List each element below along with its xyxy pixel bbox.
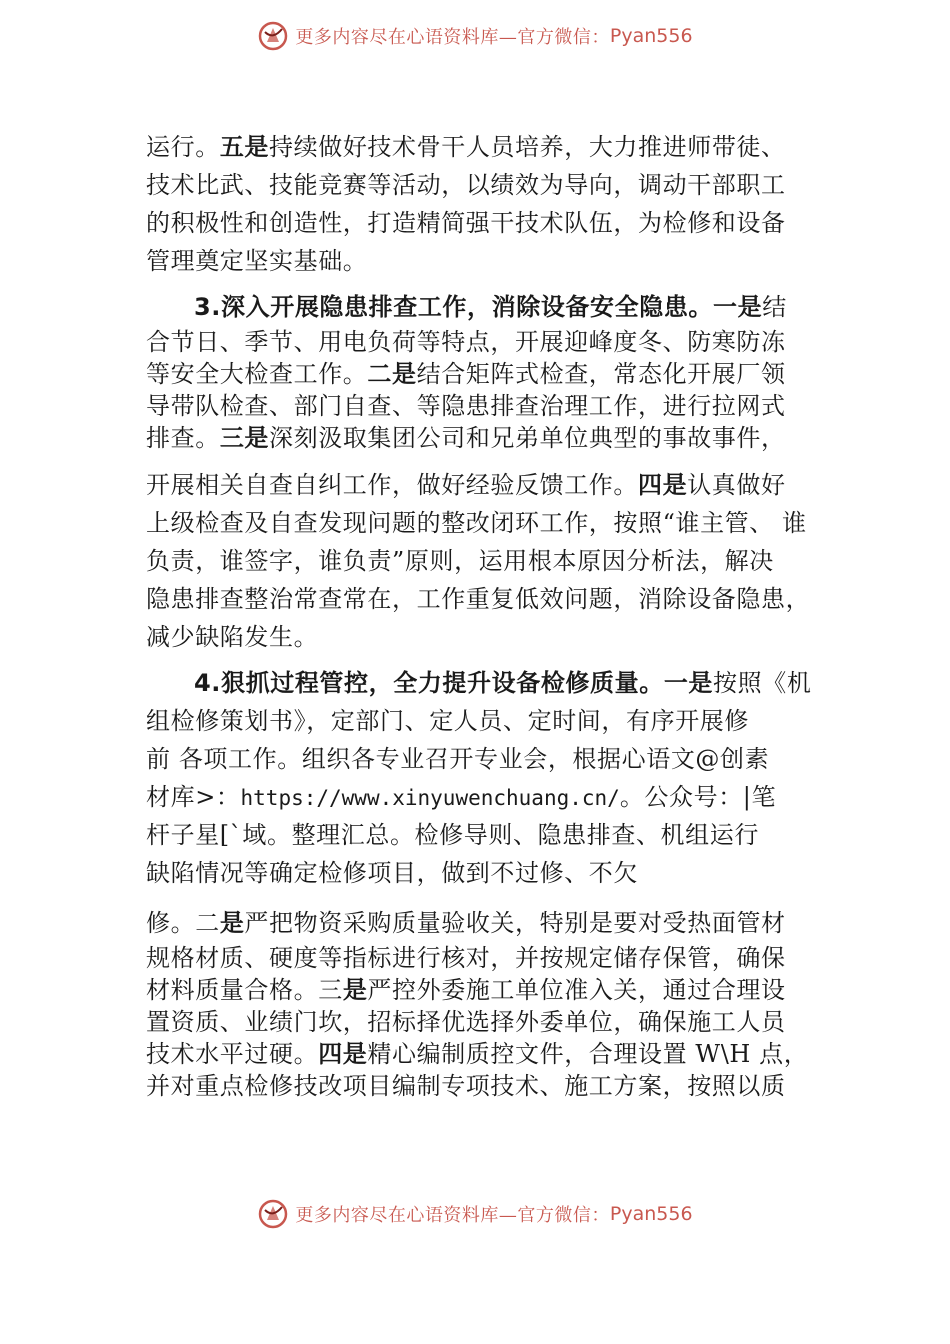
- header-text: 更多内容尽在心语资料库—官方微信：: [295, 27, 610, 48]
- p3-line-2: 组检修策划书》，定部门、定人员、定时间，有序开展修: [146, 707, 749, 735]
- p3-line-3: 前 各项工作。组织各专业召开专业会，根据心语文@创素: [146, 745, 770, 773]
- p3-line-10: 置资质、业绩门坎，招标择优选择外委单位，确保施工人员: [146, 1008, 786, 1036]
- website-url-text: https://www.xinyuwenchuang.cn/: [240, 786, 620, 810]
- footer-wechat-id: Pyan556: [609, 1203, 693, 1225]
- p3-line-8: 规格材质、硬度等指标进行核对，并按规定储存保管，确保: [146, 944, 786, 972]
- ribbon-logo-icon: [257, 1198, 289, 1230]
- p3-line-4: 材库>：https://www.xinyuwenchuang.cn/。公众号：|笔: [146, 783, 777, 811]
- p2-heading-line: 3.深入开展隐患排查工作，消除设备安全隐患。一是结: [194, 293, 787, 321]
- p3-heading-line: 4.狠抓过程管控，全力提升设备检修质量。一是按照《机: [194, 669, 812, 697]
- p2-line-5: 排查。三是深刻汲取集团公司和兄弟单位典型的事故事件，: [146, 424, 786, 452]
- p2-line-6: 开展相关自查自纠工作，做好经验反馈工作。四是认真做好: [146, 471, 786, 499]
- p2-line-4: 导带队检查、部门自查、等隐患排查治理工作，进行拉网式: [146, 392, 786, 420]
- p3-line-7: 修。二是严把物资采购质量验收关，特别是要对受热面管材: [146, 909, 786, 937]
- p3-line-5: 杆子星[`域。整理汇总。检修导则、隐患排查、机组运行: [146, 821, 759, 849]
- footer-text: 更多内容尽在心语资料库—官方微信：: [295, 1205, 610, 1226]
- header-banner: [0, 14, 950, 58]
- p2-line-2: 合节日、季节、用电负荷等特点，开展迎峰度冬、防寒防冻: [146, 328, 786, 356]
- section-3-heading: 3.深入开展隐患排查工作，消除设备安全隐患。一是: [194, 293, 763, 321]
- p3-line-6: 缺陷情况等确定检修项目，做到不过修、不欠: [146, 859, 638, 887]
- p3-line-9: 材料质量合格。三是严控外委施工单位准入关，通过合理设: [146, 976, 786, 1004]
- p2-line-10: 减少缺陷发生。: [146, 623, 319, 651]
- p1-line-2: 技术比武、技能竞赛等活动，以绩效为导向，调动干部职工: [146, 171, 786, 199]
- p2-line-8: 负责，谁签字，谁负责”原则，运用根本原因分析法，解决: [146, 547, 774, 575]
- header-wechat-id: Pyan556: [609, 25, 693, 47]
- section-4-heading: 4.狠抓过程管控，全力提升设备检修质量。一是: [194, 669, 714, 697]
- p1-line-3: 的积极性和创造性，打造精简强干技术队伍，为检修和设备: [146, 209, 786, 237]
- p2-line-7: 上级检查及自查发现问题的整改闭环工作，按照“谁主管、 谁: [146, 509, 807, 537]
- ribbon-logo-icon: [257, 20, 289, 52]
- p2-line-3: 等安全大检查工作。二是结合矩阵式检查，常态化开展厂领: [146, 360, 786, 388]
- p3-line-12: 并对重点检修技改项目编制专项技术、施工方案，按照以质: [146, 1072, 786, 1100]
- p2-line-9: 隐患排查整治常查常在，工作重复低效问题，消除设备隐患，: [146, 585, 811, 613]
- p3-line-11: 技术水平过硬。四是精心编制质控文件，合理设置 W\H 点，: [146, 1040, 809, 1068]
- p1-line-1: 运行。五是持续做好技术骨干人员培养，大力推进师带徒、: [146, 133, 786, 161]
- footer-banner: [0, 1192, 950, 1236]
- p1-line-4: 管理奠定坚实基础。: [146, 247, 368, 275]
- document-body: [146, 128, 818, 1102]
